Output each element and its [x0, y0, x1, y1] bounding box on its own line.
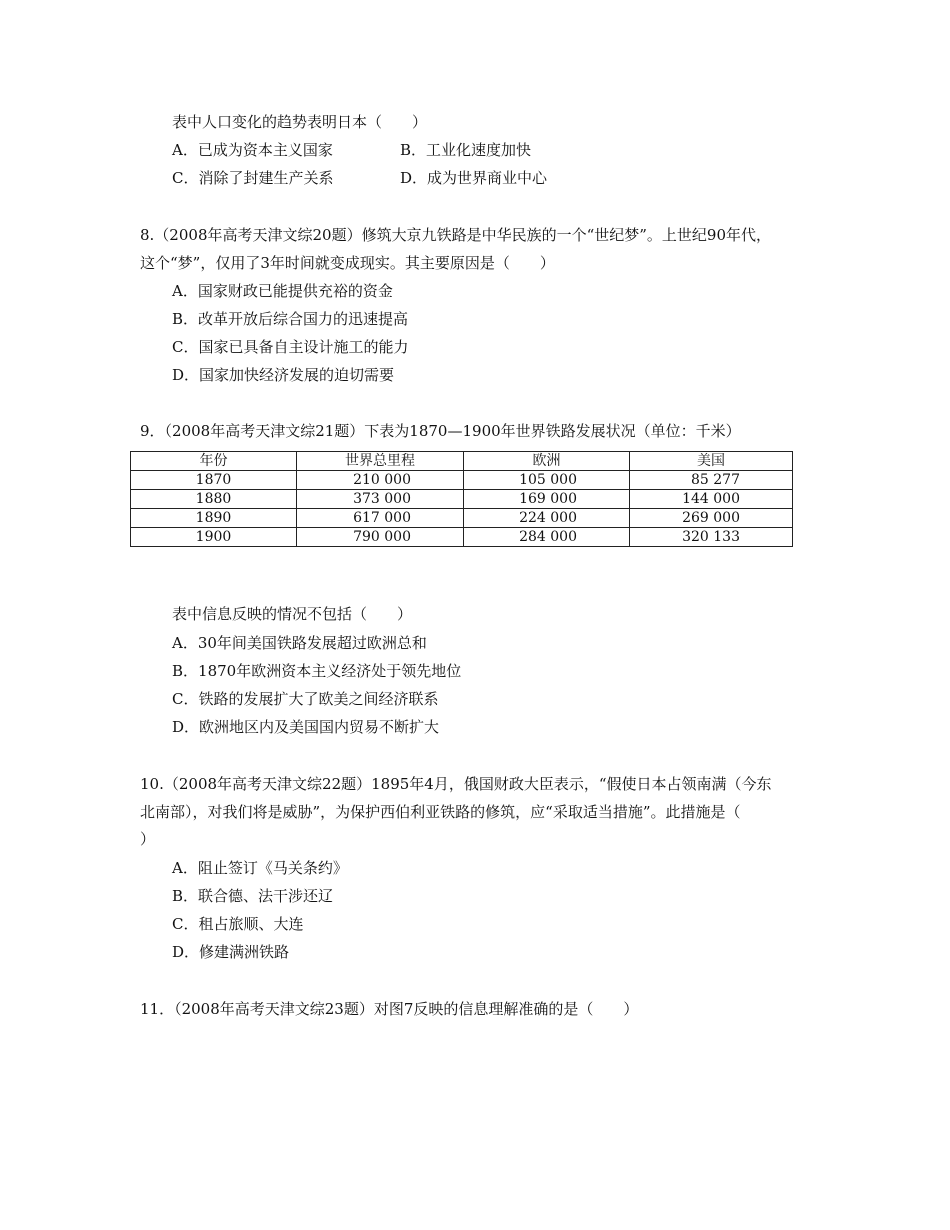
q8-option-c: C．国家已具备自主设计施工的能力 — [172, 338, 409, 356]
table-header-world: 世界总里程 — [297, 452, 464, 471]
q8-stem-line-2: 这个“梦”，仅用了3年时间就变成现实。其主要原因是（ ） — [140, 254, 555, 272]
table-cell-world: 790 000 — [297, 528, 464, 547]
table-cell-europe: 105 000 — [464, 471, 630, 490]
q10-stem-line-3: ） — [140, 830, 156, 848]
q9-option-d: D．欧洲地区内及美国国内贸易不断扩大 — [172, 718, 440, 736]
q9-stem: 9．（2008年高考天津文综21题）下表为1870—1900年世界铁路发展状况（单位：千米） — [140, 422, 741, 440]
q7-stem: 表中人口变化的趋势表明日本（ ） — [172, 113, 428, 131]
q10-option-c: C．租占旅顺、大连 — [172, 915, 304, 933]
q7-option-a: A．已成为资本主义国家 — [172, 141, 333, 159]
table-cell-usa: 320 133 — [630, 528, 793, 547]
q8-option-a: A．国家财政已能提供充裕的资金 — [172, 282, 393, 300]
table-cell-world: 210 000 — [297, 471, 464, 490]
table-cell-europe: 224 000 — [464, 509, 630, 528]
q11-stem: 11．（2008年高考天津文综23题）对图7反映的信息理解准确的是（ ） — [140, 1000, 639, 1018]
q10-stem-line-2: 北南部），对我们将是威胁”，为保护西伯利亚铁路的修筑，应“采取适当措施”。此措施是（ — [140, 803, 741, 821]
railway-table — [130, 451, 793, 547]
table-cell-world: 373 000 — [297, 490, 464, 509]
table-row — [131, 490, 793, 509]
table-row — [131, 471, 793, 490]
table-row — [131, 509, 793, 528]
q7-option-b: B．工业化速度加快 — [400, 141, 532, 159]
q10-stem-line-1: 10.（2008年高考天津文综22题）1895年4月，俄国财政大臣表示，“假使日本占领南满（今东 — [140, 775, 772, 793]
q9-option-a: A．30年间美国铁路发展超过欧洲总和 — [172, 634, 427, 652]
q9-question: 表中信息反映的情况不包括（ ） — [172, 605, 413, 623]
q7-options-row-2 — [172, 168, 547, 188]
q8-stem-line-1: 8.（2008年高考天津文综20题）修筑大京九铁路是中华民族的一个“世纪梦”。上世纪90年代， — [140, 226, 771, 244]
table-cell-year: 1900 — [131, 528, 297, 547]
table-cell-usa: 144 000 — [630, 490, 793, 509]
q10-option-d: D．修建满洲铁路 — [172, 943, 290, 961]
table-header-row — [131, 452, 793, 471]
table-cell-usa: 85 277 — [630, 471, 793, 490]
table-header-year: 年份 — [131, 452, 297, 471]
table-header-europe: 欧洲 — [464, 452, 630, 471]
table-header-usa: 美国 — [630, 452, 793, 471]
table-cell-year: 1870 — [131, 471, 297, 490]
table-cell-europe: 169 000 — [464, 490, 630, 509]
table-cell-usa: 269 000 — [630, 509, 793, 528]
q10-option-a: A．阻止签订《马关条约》 — [172, 859, 348, 877]
q9-option-b: B．1870年欧洲资本主义经济处于领先地位 — [172, 662, 462, 680]
q8-option-d: D．国家加快经济发展的迫切需要 — [172, 366, 395, 384]
table-row — [131, 528, 793, 547]
q8-option-b: B．改革开放后综合国力的迅速提高 — [172, 310, 409, 328]
table-cell-year: 1890 — [131, 509, 297, 528]
q7-option-d: D．成为世界商业中心 — [400, 169, 548, 187]
q7-option-c: C．消除了封建生产关系 — [172, 169, 334, 187]
q7-options-row-1 — [172, 140, 531, 160]
table-cell-world: 617 000 — [297, 509, 464, 528]
table-cell-europe: 284 000 — [464, 528, 630, 547]
q9-option-c: C．铁路的发展扩大了欧美之间经济联系 — [172, 690, 439, 708]
q10-option-b: B．联合德、法干涉还辽 — [172, 887, 334, 905]
table-cell-year: 1880 — [131, 490, 297, 509]
